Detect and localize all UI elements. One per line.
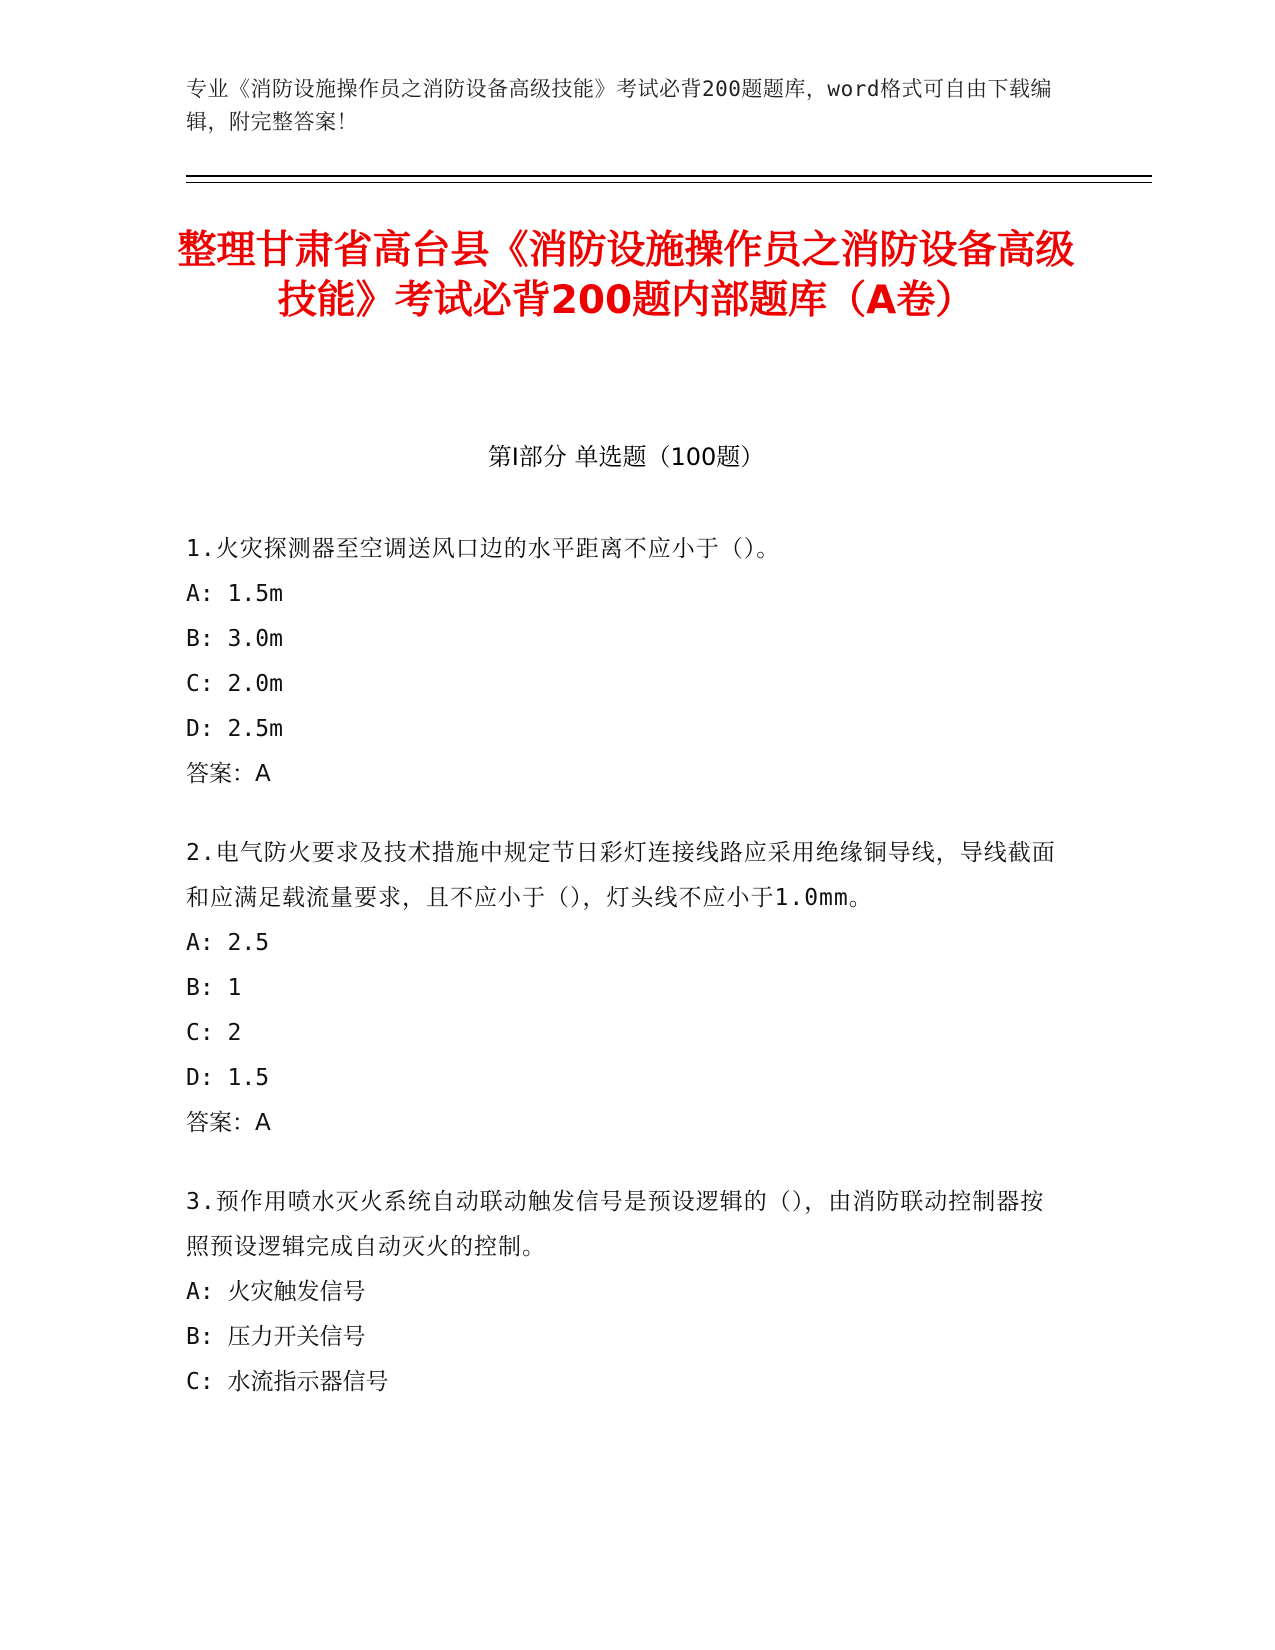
option-a: A: 火灾触发信号 (186, 1279, 366, 1305)
answer-line: 答案：A (186, 761, 271, 787)
option-d: D: 1.5 (186, 1065, 270, 1091)
document-title: 整理甘肃省高台县《消防设施操作员之消防设备高级技能》考试必背200题内部题库（A卷） (177, 228, 1075, 323)
header-note: 专业《消防设施操作员之消防设备高级技能》考试必背200题题库，word格式可自由下载编辑，附完整答案！ (186, 77, 1052, 134)
question-list (186, 527, 1066, 1439)
option-b: B: 1 (186, 975, 242, 1001)
option-c: C: 水流指示器信号 (186, 1369, 389, 1395)
question-1 (186, 527, 1066, 797)
question-stem: 2.电气防火要求及技术措施中规定节日彩灯连接线路应采用绝缘铜导线，导线截面和应满足载流量要求，且不应小于（），灯头线不应小于1.0mm。 (186, 840, 1056, 911)
header-rule-thick (186, 175, 1152, 177)
option-c: C: 2 (186, 1020, 242, 1046)
header-rule-thin (186, 182, 1152, 183)
question-3 (186, 1180, 1066, 1405)
question-2 (186, 831, 1066, 1146)
answer-line: 答案：A (186, 1110, 271, 1136)
option-d: D: 2.5m (186, 716, 283, 742)
option-a: A: 1.5m (186, 581, 283, 607)
option-b: B: 3.0m (186, 626, 283, 652)
section-heading: 第I部分 单选题（100题） (487, 443, 765, 471)
option-b: B: 压力开关信号 (186, 1324, 366, 1350)
option-a: A: 2.5 (186, 930, 270, 956)
option-c: C: 2.0m (186, 671, 283, 697)
question-stem: 1.火灾探测器至空调送风口边的水平距离不应小于（）。 (186, 536, 781, 562)
question-stem: 3.预作用喷水灭火系统自动联动触发信号是预设逻辑的（），由消防联动控制器按照预设逻辑完成自动灭火的控制。 (186, 1189, 1045, 1260)
